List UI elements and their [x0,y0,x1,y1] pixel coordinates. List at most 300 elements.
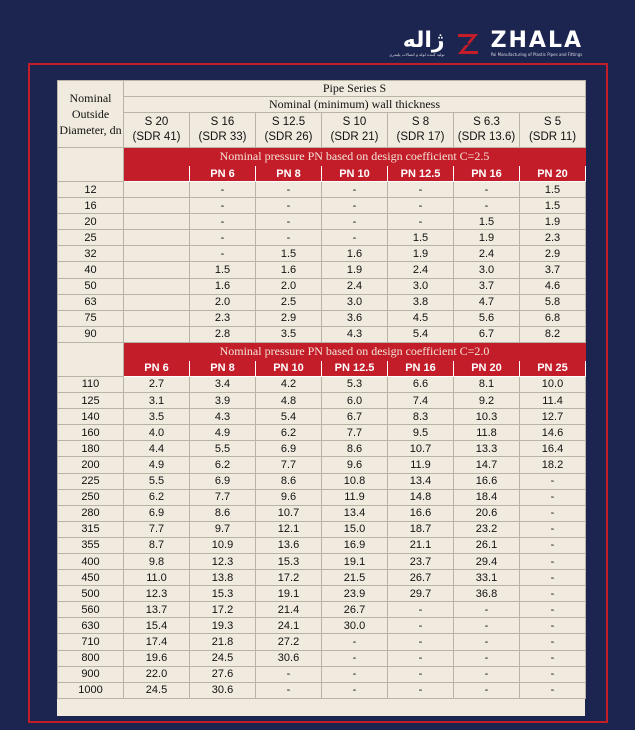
series-s-label: S 16 [210,116,235,128]
thickness-cell: - [322,666,388,682]
thickness-cell: 1.5 [454,214,520,230]
thickness-cell: 1.9 [388,246,454,262]
table-row [58,682,586,698]
thickness-cell: 7.4 [388,393,454,409]
thickness-cell: - [322,682,388,698]
logo-persian [389,30,444,57]
pipe-table-card [57,80,585,716]
thickness-cell: - [520,666,586,682]
thickness-cell: 2.7 [124,376,190,392]
thickness-cell: - [454,618,520,634]
thickness-cell: 4.8 [256,393,322,409]
thickness-cell: - [388,618,454,634]
table-row [58,634,586,650]
thickness-cell: - [454,634,520,650]
thickness-cell: 1.9 [454,230,520,246]
thickness-cell: 5.3 [322,376,388,392]
blank-cell [58,342,124,376]
pn-cell: PN 16 [388,360,454,376]
thickness-cell: 3.7 [454,278,520,294]
table-row [58,618,586,634]
thickness-cell: - [322,634,388,650]
dn-cell: 180 [58,441,124,457]
thickness-cell: 3.8 [388,294,454,310]
logo-persian-name: ژاله [402,28,445,53]
thickness-cell: 2.9 [256,310,322,326]
thickness-cell: 5.4 [388,326,454,342]
series-header-cell [322,113,388,148]
thickness-cell: 17.2 [256,570,322,586]
thickness-cell: 14.6 [520,425,586,441]
series-header-cell [190,113,256,148]
thickness-cell: 18.2 [520,457,586,473]
thickness-cell: - [190,230,256,246]
thickness-cell: 15.4 [124,618,190,634]
series-header-cell [388,113,454,148]
thickness-cell: - [388,602,454,618]
thickness-cell: - [388,666,454,682]
thickness-cell: 16.4 [520,441,586,457]
thickness-cell: 4.3 [322,326,388,342]
table-row [58,570,586,586]
thickness-cell: - [388,182,454,198]
series-sdr-label: (SDR 17) [396,131,445,143]
thickness-cell: - [520,586,586,602]
table-row [58,537,586,553]
pipe-series-header: Pipe Series S [124,81,586,97]
pn-cell: PN 8 [256,166,322,182]
logo-english-tagline: Pai Manufacturing of Plastic Pipes and Fittings [490,52,583,57]
thickness-cell: 6.6 [388,376,454,392]
thickness-cell: - [520,505,586,521]
thickness-cell: 4.3 [190,409,256,425]
thickness-cell: - [520,650,586,666]
series-sdr-label: (SDR 41) [132,131,181,143]
thickness-cell [124,278,190,294]
table-row [58,214,586,230]
thickness-cell: 10.7 [388,441,454,457]
thickness-cell: 16.9 [322,537,388,553]
thickness-cell: 26.1 [454,537,520,553]
dn-cell: 125 [58,393,124,409]
table-row [58,198,586,214]
thickness-cell: - [256,214,322,230]
thickness-cell: 12.1 [256,521,322,537]
thickness-cell: 19.6 [124,650,190,666]
thickness-cell: 1.5 [388,230,454,246]
thickness-cell: - [322,230,388,246]
header-row-sdr [58,113,586,148]
thickness-cell: 6.9 [256,441,322,457]
thickness-cell: 19.1 [256,586,322,602]
thickness-cell: 11.4 [520,393,586,409]
table-row [58,441,586,457]
thickness-cell: - [520,537,586,553]
thickness-cell: - [388,214,454,230]
thickness-cell: - [454,666,520,682]
thickness-cell: 3.7 [520,262,586,278]
table-row [58,473,586,489]
thickness-cell: 6.9 [190,473,256,489]
thickness-cell [124,294,190,310]
thickness-cell: 4.9 [124,457,190,473]
thickness-cell: 15.3 [190,586,256,602]
thickness-cell: - [388,198,454,214]
dn-cell: 40 [58,262,124,278]
table-row [58,393,586,409]
thickness-cell: - [520,489,586,505]
thickness-cell: 4.4 [124,441,190,457]
thickness-cell: 14.8 [388,489,454,505]
dn-cell: 63 [58,294,124,310]
nominal-diameter-header: Nominal Outside Diameter, dn [58,81,124,148]
pn-cell: PN 20 [520,166,586,182]
thickness-cell: - [520,602,586,618]
table-row [58,489,586,505]
thickness-cell: 1.5 [520,198,586,214]
thickness-cell: - [190,182,256,198]
thickness-cell: 15.3 [256,553,322,569]
thickness-cell: 19.1 [322,553,388,569]
thickness-cell: - [190,214,256,230]
table-row [58,666,586,682]
thickness-cell: 2.8 [190,326,256,342]
table-row [58,262,586,278]
thickness-cell: 3.9 [190,393,256,409]
brand-logo [389,30,583,57]
logo-persian-tagline: تولید کننده لوله و اتصالات پلیمری [389,52,445,57]
dn-cell: 75 [58,310,124,326]
thickness-cell: 1.5 [256,246,322,262]
thickness-cell: 3.0 [322,294,388,310]
dn-cell: 16 [58,198,124,214]
series-sdr-label: (SDR 13.6) [457,131,516,143]
thickness-cell: 18.7 [388,521,454,537]
thickness-cell: 1.6 [256,262,322,278]
pn-cell: PN 6 [190,166,256,182]
thickness-cell: 13.7 [124,602,190,618]
thickness-cell: 21.4 [256,602,322,618]
thickness-cell: - [388,650,454,666]
thickness-cell: - [190,198,256,214]
thickness-cell: - [520,553,586,569]
thickness-cell: 7.7 [256,457,322,473]
table-row [58,602,586,618]
thickness-cell: 5.5 [124,473,190,489]
thickness-cell [124,262,190,278]
table-row [58,505,586,521]
thickness-cell: 2.5 [256,294,322,310]
thickness-cell: - [322,214,388,230]
thickness-cell: 3.4 [190,376,256,392]
thickness-cell: 8.7 [124,537,190,553]
thickness-cell: 7.7 [322,425,388,441]
table-row [58,326,586,342]
thickness-cell: - [520,618,586,634]
dn-cell: 710 [58,634,124,650]
thickness-cell: - [388,682,454,698]
thickness-cell: - [256,182,322,198]
series-s-label: S 12.5 [271,116,306,128]
thickness-cell: 11.9 [388,457,454,473]
thickness-cell: - [520,521,586,537]
thickness-cell: 16.6 [388,505,454,521]
series-s-label: S 20 [144,116,169,128]
thickness-cell: 6.8 [520,310,586,326]
pn-cell [124,166,190,182]
thickness-cell: 8.3 [388,409,454,425]
zhala-mark-icon [455,31,481,57]
table-row [58,650,586,666]
series-header-cell [454,113,520,148]
thickness-cell: - [256,230,322,246]
thickness-cell: 4.2 [256,376,322,392]
thickness-cell: 9.6 [256,489,322,505]
thickness-cell: 7.7 [124,521,190,537]
thickness-cell: 1.9 [322,262,388,278]
table-row [58,425,586,441]
thickness-cell: 3.1 [124,393,190,409]
dn-cell: 25 [58,230,124,246]
thickness-cell: 23.9 [322,586,388,602]
pn-cell: PN 8 [190,360,256,376]
dn-cell: 250 [58,489,124,505]
thickness-cell: 12.7 [520,409,586,425]
dn-cell: 140 [58,409,124,425]
thickness-cell: 2.4 [322,278,388,294]
thickness-cell: 6.7 [454,326,520,342]
thickness-cell: 8.6 [322,441,388,457]
dn-cell: 560 [58,602,124,618]
thickness-cell: 13.4 [388,473,454,489]
thickness-cell: 5.8 [520,294,586,310]
dn-cell: 90 [58,326,124,342]
thickness-cell: 29.4 [454,553,520,569]
thickness-cell: 8.6 [256,473,322,489]
thickness-cell: - [388,634,454,650]
thickness-cell: 9.7 [190,521,256,537]
thickness-cell: 11.9 [322,489,388,505]
thickness-cell: 12.3 [124,586,190,602]
thickness-cell: - [322,182,388,198]
thickness-cell: 21.8 [190,634,256,650]
thickness-cell: 13.6 [256,537,322,553]
thickness-cell: 2.0 [256,278,322,294]
thickness-cell: 2.3 [190,310,256,326]
thickness-cell: 6.2 [124,489,190,505]
thickness-cell: 26.7 [388,570,454,586]
table-row [58,553,586,569]
thickness-cell: 12.3 [190,553,256,569]
thickness-cell: 10.0 [520,376,586,392]
series-sdr-label: (SDR 21) [330,131,379,143]
thickness-cell: 1.5 [520,182,586,198]
table-row [58,182,586,198]
table-row [58,230,586,246]
pn-cell: PN 25 [520,360,586,376]
thickness-cell: 4.5 [388,310,454,326]
thickness-cell: - [454,602,520,618]
pipe-thickness-table [57,80,586,699]
dn-cell: 32 [58,246,124,262]
pn-row [58,360,586,376]
thickness-cell: 5.5 [190,441,256,457]
thickness-cell: 16.6 [454,473,520,489]
pn-cell: PN 16 [454,166,520,182]
table-row [58,457,586,473]
thickness-cell: 10.8 [322,473,388,489]
pn-cell: PN 20 [454,360,520,376]
thickness-cell: 4.6 [520,278,586,294]
thickness-cell: 1.6 [322,246,388,262]
thickness-cell: 1.5 [190,262,256,278]
thickness-cell: 8.1 [454,376,520,392]
thickness-cell: 22.0 [124,666,190,682]
logo-english [491,30,583,57]
thickness-cell [124,182,190,198]
thickness-cell: 7.7 [190,489,256,505]
thickness-cell: 3.0 [388,278,454,294]
series-header-cell [256,113,322,148]
header-row-thickness [58,97,586,113]
thickness-cell: 6.9 [124,505,190,521]
header-row-series [58,81,586,97]
thickness-cell: - [322,650,388,666]
thickness-cell: - [454,182,520,198]
thickness-cell: 14.7 [454,457,520,473]
thickness-cell: - [520,682,586,698]
table-row [58,294,586,310]
thickness-cell: - [520,634,586,650]
table-row [58,278,586,294]
thickness-cell: - [256,666,322,682]
section-title: Nominal pressure PN based on design coefficient C=2.0 [124,342,586,360]
thickness-cell: 29.7 [388,586,454,602]
pn-cell: PN 12.5 [388,166,454,182]
thickness-cell: 23.2 [454,521,520,537]
thickness-cell: 3.5 [124,409,190,425]
thickness-cell: - [520,570,586,586]
thickness-cell: 30.6 [256,650,322,666]
table-row [58,246,586,262]
thickness-cell: 9.6 [322,457,388,473]
section-title-row [58,148,586,166]
dn-cell: 12 [58,182,124,198]
thickness-cell: - [454,650,520,666]
thickness-cell: 11.0 [124,570,190,586]
table-row [58,376,586,392]
dn-cell: 160 [58,425,124,441]
thickness-cell: - [190,246,256,262]
thickness-cell: 5.6 [454,310,520,326]
thickness-cell: 30.0 [322,618,388,634]
thickness-cell [124,198,190,214]
dn-cell: 20 [58,214,124,230]
thickness-cell: 13.3 [454,441,520,457]
thickness-cell: 8.6 [190,505,256,521]
thickness-cell: 4.9 [190,425,256,441]
thickness-cell: 19.3 [190,618,256,634]
dn-cell: 315 [58,521,124,537]
section-title: Nominal pressure PN based on design coefficient C=2.5 [124,148,586,166]
thickness-cell: 15.0 [322,521,388,537]
series-s-label: S 8 [411,116,430,128]
thickness-cell: 20.6 [454,505,520,521]
blank-cell [58,148,124,182]
thickness-cell: 21.5 [322,570,388,586]
thickness-cell: 2.4 [454,246,520,262]
thickness-cell: 2.4 [388,262,454,278]
dn-cell: 280 [58,505,124,521]
pn-cell: PN 10 [256,360,322,376]
wall-thickness-header: Nominal (minimum) wall thickness [124,97,586,113]
series-header-cell [520,113,586,148]
thickness-cell: - [256,198,322,214]
dn-cell: 630 [58,618,124,634]
thickness-cell [124,214,190,230]
thickness-cell [124,310,190,326]
thickness-cell: 30.6 [190,682,256,698]
dn-cell: 500 [58,586,124,602]
thickness-cell: - [454,198,520,214]
thickness-cell: 24.5 [190,650,256,666]
thickness-cell: 6.2 [256,425,322,441]
thickness-cell [124,230,190,246]
thickness-cell: 24.5 [124,682,190,698]
thickness-cell: 21.1 [388,537,454,553]
pn-cell: PN 6 [124,360,190,376]
thickness-cell: 2.0 [190,294,256,310]
series-sdr-label: (SDR 11) [528,131,577,143]
thickness-cell: 10.3 [454,409,520,425]
series-sdr-label: (SDR 26) [264,131,313,143]
section-title-row [58,342,586,360]
thickness-cell: 17.4 [124,634,190,650]
thickness-cell: 3.5 [256,326,322,342]
dn-cell: 110 [58,376,124,392]
thickness-cell: 36.8 [454,586,520,602]
thickness-cell: 6.7 [322,409,388,425]
logo-english-name: ZHALA [490,28,583,53]
thickness-cell: 4.7 [454,294,520,310]
thickness-cell: 8.2 [520,326,586,342]
dn-cell: 355 [58,537,124,553]
dn-cell: 200 [58,457,124,473]
thickness-cell: 10.9 [190,537,256,553]
thickness-cell [124,246,190,262]
thickness-cell: 33.1 [454,570,520,586]
thickness-cell: 13.4 [322,505,388,521]
thickness-cell: 17.2 [190,602,256,618]
thickness-cell: - [520,473,586,489]
dn-cell: 800 [58,650,124,666]
thickness-cell: 11.8 [454,425,520,441]
thickness-cell: 23.7 [388,553,454,569]
series-s-label: S 10 [342,116,367,128]
series-s-label: S 6.3 [473,116,500,128]
thickness-cell: - [322,198,388,214]
thickness-cell: 1.6 [190,278,256,294]
thickness-cell: 9.5 [388,425,454,441]
table-row [58,310,586,326]
thickness-cell: 5.4 [256,409,322,425]
dn-cell: 1000 [58,682,124,698]
thickness-cell: 3.6 [322,310,388,326]
thickness-cell [124,326,190,342]
thickness-cell: 27.2 [256,634,322,650]
thickness-cell: 6.0 [322,393,388,409]
dn-cell: 400 [58,553,124,569]
